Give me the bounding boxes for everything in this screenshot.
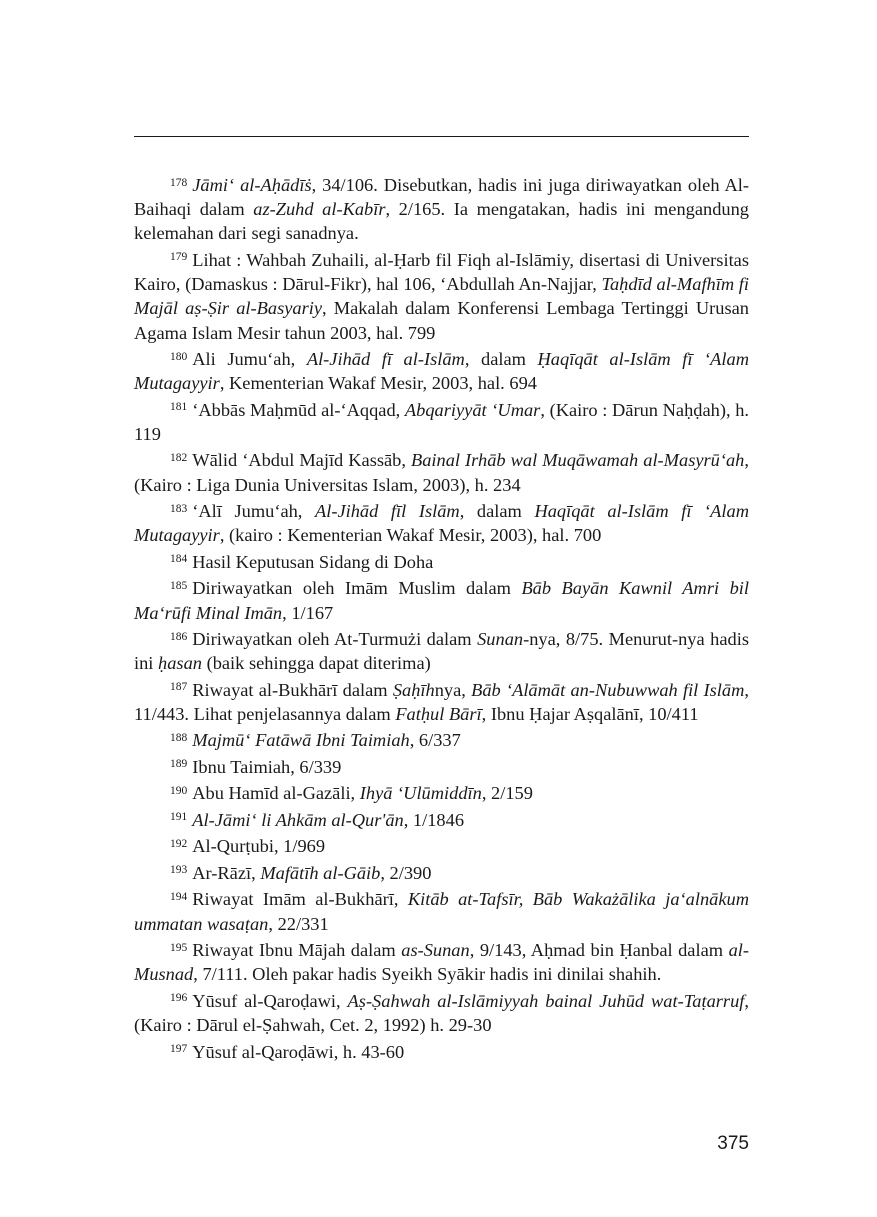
footnote-number: 185: [170, 579, 188, 592]
footnote-italic-text: Bāb ‘Alāmāt an-Nubuwwah fil Islām: [471, 679, 745, 700]
footnote-italic-text: az-Zuhd al-Kabīr: [253, 199, 386, 220]
footnote-italic-text: Ḥaqīqāt al-Islām fī ‘Alam Mutagayyir: [134, 349, 749, 394]
footnote-186: [134, 627, 749, 675]
footnote-number: 184: [170, 553, 188, 566]
footnote-191: [134, 808, 749, 832]
footnote-text: ‘Abbās Maḥmūd al-‘Aqqad,: [192, 399, 405, 420]
footnote-193: [134, 861, 749, 885]
footnote-text: , (Kairo : Liga Dunia Universitas Islam, 2003), h. 234: [134, 450, 749, 495]
footnote-number: 195: [170, 941, 188, 954]
footnote-text: Hasil Keputusan Sidang di Doha: [192, 551, 434, 572]
footnote-italic-text: Bainal Irhāb wal Muqāwamah al-Masyrū‘ah: [411, 450, 745, 471]
footnote-192: [134, 834, 749, 858]
footnote-number: 192: [170, 837, 188, 850]
footnote-text: (baik sehingga dapat diterima): [201, 653, 431, 674]
footnote-text: Ibnu Taimiah, 6/339: [192, 756, 342, 777]
footnote-text: , 34/106. Disebutkan, hadis ini juga diriwayatkan oleh Al-Baihaqi dalam: [134, 175, 749, 220]
footnote-italic-text: al-Musnad: [134, 940, 750, 985]
footnote-text: Lihat : Wahbah Zuhaili, al-Ḥarb fil Fiqh al-Islāmiy, disertasi di Universitas Kairo, (Damaskus : Dārul-Fikr), hal 106, ‘Abdullah An-Najjar,: [134, 249, 749, 295]
footnote-italic-text: Al-Jāmi‘ li Ahkām al-Qur'ān: [192, 809, 404, 830]
footnote-italic-text: Ihyā ‘Ulūmiddīn: [359, 783, 482, 804]
footnote-number: 183: [170, 502, 188, 515]
footnote-text: , 7/111. Oleh pakar hadis Syeikh Syākir hadis ini dinilai shahih.: [193, 964, 662, 985]
footnote-180: [134, 347, 749, 395]
footnote-183: [134, 499, 749, 547]
footnote-195: [134, 938, 749, 986]
footnotes-list: [134, 173, 749, 1066]
footnote-number: 179: [170, 251, 188, 264]
footnote-text: Abu Hamīd al-Gazāli,: [192, 783, 360, 804]
footnote-italic-text: Mafātīh al-Gāib: [260, 862, 381, 883]
footnote-number: 189: [170, 758, 188, 771]
footnote-text: , (Kairo : Dārun Naḥḍah), h. 119: [134, 399, 749, 444]
footnote-number: 193: [170, 864, 188, 877]
footnote-text: -nya, 8/75. Menurut-nya hadis ini: [134, 629, 749, 674]
footnote-text: , Kementerian Wakaf Mesir, 2003, hal. 694: [219, 373, 537, 394]
footnote-194: [134, 887, 749, 935]
footnote-text: , 6/337: [409, 730, 461, 751]
footnote-number: 190: [170, 784, 188, 797]
footnote-text: , (Kairo : Dārul el-Ṣahwah, Cet. 2, 1992) h. 29-30: [134, 990, 749, 1036]
footnote-number: 197: [170, 1043, 188, 1056]
footnote-185: [134, 576, 749, 624]
footnote-text: Wālid ‘Abdul Majīd Kassāb,: [192, 450, 411, 471]
footnote-text: , (kairo : Kementerian Wakaf Mesir, 2003), hal. 700: [219, 525, 602, 546]
footnote-text: nya,: [434, 679, 472, 700]
footnote-separator-rule: [134, 136, 749, 137]
footnote-number: 180: [170, 350, 188, 363]
page-number: 375: [717, 1133, 749, 1154]
footnote-number: 178: [170, 176, 188, 189]
footnote-italic-text: as-Sunan: [401, 940, 470, 961]
footnote-text: Ar-Rāzī,: [192, 862, 261, 883]
footnote-italic-text: Abqariyyāt ‘Umar: [404, 399, 541, 420]
footnote-text: Riwayat Imām al-Bukhārī,: [192, 889, 408, 910]
footnote-italic-text: Jāmi‘ al-Aḥādīṡ: [192, 175, 312, 195]
footnote-italic-text: Al-Jihād fī al-Islām: [306, 349, 465, 370]
footnote-text: , Makalah dalam Konferensi Lembaga Tertinggi Urusan Agama Islam Mesir tahun 2003, hal. 799: [134, 298, 749, 343]
footnote-italic-text: Haqīqāt al-Islām fī ‘Alam Mutagayyir: [134, 501, 749, 546]
footnote-190: [134, 781, 749, 805]
footnote-text: Riwayat Ibnu Mājah dalam: [192, 940, 402, 961]
footnote-italic-text: Al-Jihād fīl Islām: [315, 501, 460, 522]
footnote-181: [134, 398, 749, 446]
footnote-text: , 9/143, Aḥmad bin Ḥanbal dalam: [469, 940, 729, 961]
footnote-text: ‘Alī Jumu‘ah,: [192, 501, 315, 522]
footnote-text: Al-Qurṭubi, 1/969: [192, 836, 326, 857]
footnote-text: , 2/159: [481, 783, 533, 804]
footnote-number: 188: [170, 731, 188, 744]
footnote-text: Diriwayatkan oleh At-Turmużi dalam: [192, 629, 478, 650]
footnote-text: , dalam: [459, 501, 535, 522]
footnote-italic-text: Aṣ-Ṣahwah al-Islāmiyyah bainal Juhūd wat-Taṭarruf: [347, 990, 745, 1011]
footnote-text: Riwayat al-Bukhārī dalam: [192, 679, 393, 700]
footnote-number: 194: [170, 890, 188, 903]
footnote-number: 186: [170, 630, 188, 643]
footnote-text: , 22/331: [268, 913, 329, 934]
footnote-text: Yūsuf al-Qaroḍawi,: [192, 990, 348, 1011]
footnote-189: [134, 755, 749, 779]
footnote-188: [134, 728, 749, 752]
footnote-184: [134, 550, 749, 574]
footnote-178: [134, 173, 749, 246]
footnote-text: Ali Jumu‘ah,: [192, 349, 307, 370]
footnote-197: [134, 1040, 749, 1064]
footnote-187: [134, 678, 749, 726]
footnote-196: [134, 989, 749, 1037]
footnote-179: [134, 248, 749, 345]
footnote-number: 181: [170, 401, 188, 414]
footnote-italic-text: Kitāb at-Tafsīr, Bāb Wakażālika ja‘alnākum ummatan wasaṭan: [134, 889, 749, 934]
footnote-text: , 2/390: [380, 862, 432, 883]
footnote-italic-text: Taḥdīd al-Mafhīm fi Majāl aṣ-Ṣir al-Basyariy: [134, 274, 750, 319]
footnote-number: 196: [170, 992, 188, 1005]
footnote-182: [134, 448, 749, 496]
footnote-number: 182: [170, 451, 188, 464]
footnote-text: , 1/167: [282, 602, 334, 623]
footnote-text: Yūsuf al-Qaroḍāwi, h. 43-60: [192, 1041, 405, 1062]
footnote-text: , 2/165. Ia mengatakan, hadis ini mengandung kelemahan dari segi sanadnya.: [134, 199, 749, 244]
footnote-italic-text: Sunan: [477, 629, 524, 650]
footnote-text: , 11/443. Lihat penjelasannya dalam: [134, 679, 749, 724]
footnote-italic-text: ḥasan: [158, 653, 202, 674]
footnote-italic-text: Fatḥul Bārī: [395, 703, 482, 724]
footnote-text: , dalam: [464, 349, 538, 370]
footnote-text: , Ibnu Ḥajar Aṣqalānī, 10/411: [481, 703, 699, 724]
footnote-number: 191: [170, 811, 188, 824]
footnote-italic-text: Bāb Bayān Kawnil Amri bil Ma‘rūfi Minal Imān: [134, 578, 749, 623]
footnote-text: Diriwayatkan oleh Imām Muslim dalam: [192, 578, 522, 599]
footnote-text: , 1/1846: [403, 809, 465, 830]
footnote-italic-text: Ṣaḥīh: [392, 679, 435, 700]
footnote-number: 187: [170, 681, 188, 694]
footnote-italic-text: Majmū‘ Fatāwā Ibni Taimiah: [192, 730, 410, 751]
